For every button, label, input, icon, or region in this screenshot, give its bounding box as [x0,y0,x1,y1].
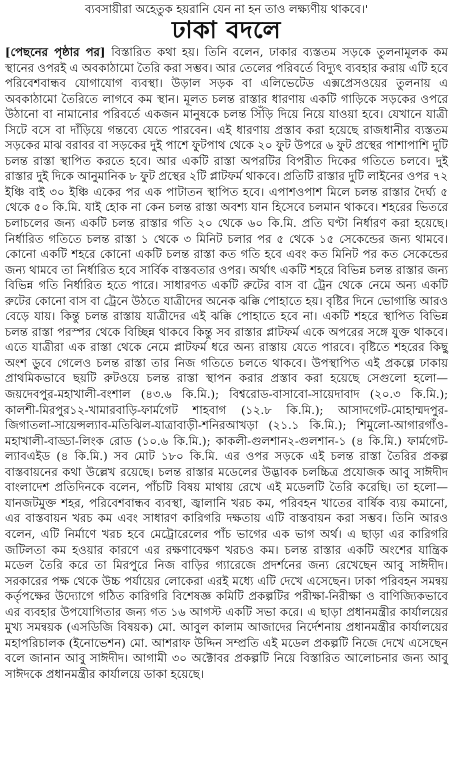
article-headline: ঢাকা বদলে [171,16,282,44]
previous-article-tail: ব্যবসায়ীরা অহেতুক হয়রানি যেন না হন তাও লক্ষ্যণীয় থাকবে।' [84,2,368,16]
article-body-text: বিস্তারিত কথা হয়। তিনি বলেন, ঢাকার ব্যস্ততম সড়কে তুলনামূলক কম স্থানের ওপরই এ অবকাঠামো তৈরি করা সম্ভব। আর তেলের পরিবর্তে বিদ্যুৎ ব্যবহার করায় এটি হবে পরিবেশবান্ধব যোগাযোগ ব্যবস্থা। উড়াল সড়ক বা এলিভেটেড এক্সপ্রেসওয়ের তুলনায় এ অবকাঠামো তৈরিতে লাগবে কম স্থান। মূলত চলন্ত রাস্তার ধারণায় একটি গাড়িকে সড়কের ওপরে উঠানো বা নামানোর পরিবর্তে একজন মানুষকে চলন্ত সিঁড়ি দিয়ে নিয়ে যাওয়া হবে। যেখানে যাত্রী সিটে বসে বা দাঁড়িয়ে গন্তব্যে যেতে পারবেন। এই ধারণায় প্রস্তাব করা হয়েছে রাজধানীর ব্যস্ততম সড়কের মাঝ বরাবর বা সড়কের দুই পাশে ফুটপাথ থেকে ২০ ফুট উপরে ৬ ফুট প্রস্থের পাশাপাশি দুটি চলন্ত রাস্তা স্থাপিত করতে হবে। আর একটি রাস্তা অপরটির বিপরীত দিকের গতিতে চলবে। দুই রাস্তার দুই দিকে আনুমানিক ৮ ফুট প্রস্থের ২টি প্লাটফর্ম থাকবে। প্রতিটি রাস্তার দুটি লাইনের ওপর ৭২ ইঞ্চি বাই ৩০ ইঞ্চি একের পর এক পাটাতন স্থাপিত হবে। এপাশওপাশ মিলে চলন্ত রাস্তার দৈর্ঘ্য ৫ থেকে ৫০ কি.মি. যাই হোক না কেন চলন্ত রাস্তা অবশ্য যান হিসেবে চলমান থাকবে। শহরের ভিতরে চলাচলের জন্য একটি চলন্ত রাস্তার গতি ২০ থেকে ৬০ কি.মি. প্রতি ঘণ্টা নির্ধারণ করা হয়েছে। নির্ধারিত গতিতে চলন্ত রাস্তা ১ থেকে ৩ মিনিট চলার পর ৫ থেকে ১৫ সেকেন্ডের জন্য থামবে। কোনো একটি শহরে কোনো একটি চলন্ত রাস্তা কত গতি হবে এবং কত মিনিট পর কত সেকেন্ডের জন্য থামবে তা নির্ধারিত হবে সার্বিক বাস্তবতার ওপর। অর্থাৎ একটি শহরে বিভিন্ন চলন্ত রাস্তার জন্য বিভিন্ন গতি নির্ধারিত হতে পারে। সাধারণত একটি রুটের বাস বা ট্রেন থেকে নেমে অন্য একটি রুটের কোনো বাস বা ট্রেনে উঠতে যাত্রীদের অনেক ঝক্কি পোহাতে হয়। বৃষ্টির দিনে ভোগান্তি আরও বেড়ে যায়। কিন্তু চলন্ত রাস্তায় যাত্রীদের এই ঝক্কি পোহাতে হবে না। একটি শহরে স্থাপিত বিভিন্ন চলন্ত রাস্তা পরস্পর থেকে বিচ্ছিন্ন থাকবে কিন্তু সব রাস্তার প্লাটফর্ম একে অপরের সঙ্গে যুক্ত থাকবে। এতে যাত্রীরা এক রাস্তা থেকে নেমে প্লাটফর্ম ধরে অন্য রাস্তায় যেতে পারবে। বৃষ্টিতে শহরের কিছু অংশ ডুবে গেলেও চলন্ত রাস্তা তার নিজ গতিতে চলতে থাকবে। উপস্থাপিত এই প্রকল্পে ঢাকায় প্রাথমিকভাবে ছয়টি রুটওয়ে চলন্ত রাস্তা স্থাপন করার প্রস্তাব করা হয়েছে সেগুলো হলো— জয়দেবপুর-মহাখালী-বংশাল (৪৩.৬ কি.মি.); বিশ্বরোড-বাসাবো-সায়েদাবাদ (২০.৩ কি.মি.); কালশী-মিরপুর১২-খামারবাড়ি-ফার্মগেট শাহবাগ (১২.৮ কি.মি.); আসাদগেট-মোহাম্মদপুর-জিগাতলা-সায়েন্সল্যাব-মতিঝিল-যাত্রাবাড়ী-শনিরআখড়া (২১.১ কি.মি.); শিমুলো-আগারগাঁও-মহাখালী-বাড্ডা-লিংক রোড (১০.৬ কি.মি.); কাকলী-গুলশান২-গুলশান-১ (৪ কি.মি.) ফার্মগেট-ল্যাবএইড (৪ কি.মি.) সব মোট ১৮০ কি.মি. এর ওপর সড়কে এই চলন্ত রাস্তা তৈরির প্রকল্প বাস্তবায়নের কথা উল্লেখ রয়েছে। চলন্ত রাস্তার মডেলের উদ্ভাবক চলচ্চিত্র প্রযোজক আবু সাঈদীদ বাংলাদেশ প্রতিদিনকে বলেন, পাঁচটি বিষয় মাথায় রেখে এই মডেলটি তৈরি করেছি। তা হলো—যানজটমুক্ত শহর, পরিবেশবান্ধব ব্যবস্থা, জ্বালানি খরচ কম, পরিবহন খাতের বার্ষিক ব্যয় কমানো, এর বাস্তবায়ন খরচ কম এবং সাধারণ কারিগরি দক্ষতায় এটি বাস্তবায়ন করা সম্ভব। তিনি আরও বলেন, এটি নির্মাণে খরচ হবে মেট্রোরেলের পাঁচ ভাগের এক ভাগ অর্থ। এ ছাড়া এর কারিগরি জটিলতা কম হওয়ার কারণে এর রক্ষণাবেক্ষণ খরচও কম। চলন্ত রাস্তার একটি অংশের যান্ত্রিক মডেল তৈরি করে তা মিরপুরে নিজ বাড়ির গ্যারেজে প্রদর্শনের জন্য রেখেছেন আবু সাঈদীদ। সরকারের পক্ষ থেকে উচ্চ পর্যায়ের লোকেরা এরই মধ্যে এটি দেখে এসেছেন। ঢাকা পরিবহন সমন্বয় কর্তৃপক্ষের উদ্যোগে গঠিত কারিগরি বিশেষজ্ঞ কমিটি প্রকল্পটির পরীক্ষা-নিরীক্ষা ও বাণিজ্যিকভাবে এর ব্যবহার উপযোগিতার জন্য গত ১৬ আগস্ট একটি সভা করে। এ ছাড়া প্রধানমন্ত্রীর কার্যালয়ের মুখ্য সমন্বয়ক (এসডিজি বিষয়ক) মো. আবুল কালাম আজাদের নির্দেশনায় প্রধানমন্ত্রীর কার্যালয়ের মহাপরিচালক (ইনোভেশন) মো. আশরাফ উদ্দিন সম্প্রতি এই মডেল প্রকল্পটি নিজে দেখে এসেছেন বলে জানান আবু সাঈদীদ। আগামী ৩০ অক্টোবর প্রকল্পটি নিয়ে বিস্তারিত আলোচনার জন্য আবু সাঈদকে প্রধানমন্ত্রীর কার্যালয়ে ডাকা হয়েছে। [5,45,448,681]
article-body [5,45,448,682]
continuation-label: [পেছনের পৃষ্ঠার পর] [5,45,106,59]
